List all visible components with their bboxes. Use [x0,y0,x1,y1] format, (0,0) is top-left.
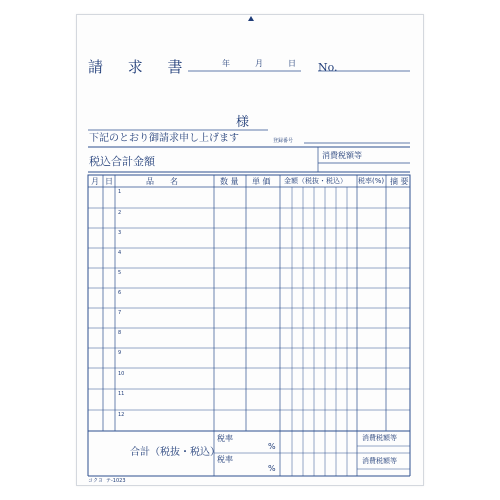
total-amount-label: 税込合計金額 [89,155,155,168]
row-number: 11 [118,391,125,397]
col-remarks-header: 摘 要 [390,177,409,186]
col-day-header: 日 [105,177,113,186]
tax-amount-header: 消費税額等 [322,151,362,160]
date-year-label: 年 [222,59,230,68]
row-number: 7 [118,310,122,316]
invoice-title: 請 求 書 [88,58,193,76]
footer-tax-rate-label-1: 税率 [217,434,233,443]
addressee-suffix: 様 [236,115,250,130]
footer-percent-1: % [268,442,276,451]
date-month-label: 月 [255,59,263,68]
col-tax-rate-header: 税率(%) [358,177,385,185]
footer-tax-amount-label-1: 消費税額等 [362,434,397,442]
row-number: 10 [118,371,125,377]
col-amount-header: 金額（税抜・税込） [284,177,347,185]
col-item-header: 品 名 [146,177,178,186]
row-number: 3 [118,230,122,236]
row-number: 5 [118,270,122,276]
col-unit-price-header: 単 価 [252,177,271,186]
registration-number-label: 登録番号 [273,138,294,144]
product-code: テ-1023 [106,478,126,484]
row-number: 4 [118,250,122,256]
footer-total-label: 合計（税抜・税込） [130,447,220,458]
row-number: 9 [118,350,122,356]
col-qty-header: 数 量 [220,177,239,186]
invoice-number-label: No. [318,61,338,74]
footer-tax-rate-label-2: 税率 [217,455,233,464]
date-day-label: 日 [288,59,296,68]
row-number: 12 [118,412,125,418]
alignment-triangle-icon [248,16,254,21]
maker-name: コクヨ [88,478,104,484]
row-number: 8 [118,330,122,336]
footer-percent-2: % [268,464,276,473]
row-number: 6 [118,290,122,296]
notice-text: 下記のとおり御請求申し上げます [89,133,239,144]
row-number: 2 [118,210,122,216]
col-month-header: 月 [91,177,99,186]
row-number: 1 [118,189,122,195]
footer-tax-amount-label-2: 消費税額等 [362,457,397,465]
